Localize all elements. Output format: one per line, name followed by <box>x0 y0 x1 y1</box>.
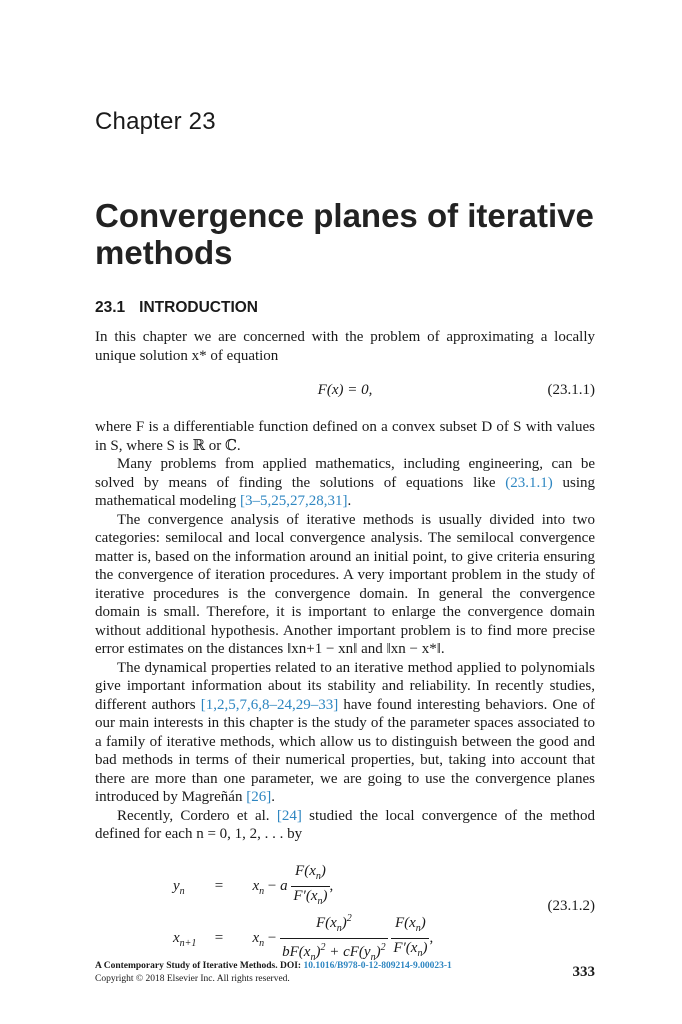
paragraph-6 <box>95 807 595 844</box>
doi-label: DOI: <box>279 961 302 971</box>
citation-link[interactable]: [3–5,25,27,28,31] <box>239 493 348 509</box>
paragraph-5 <box>95 659 595 807</box>
citation-link[interactable]: [26] <box>246 789 272 805</box>
paragraph-5-text-c: . <box>271 789 275 805</box>
section-title: INTRODUCTION <box>139 299 258 316</box>
body-text <box>95 418 595 844</box>
citation-link[interactable]: [24] <box>276 807 302 824</box>
citation-link[interactable]: [1,2,5,7,6,8–24,29–33] <box>200 696 339 713</box>
footer-citation <box>95 961 452 971</box>
paragraph-5-text-a: The dynamical properties related to an iterative method applied to polynomials give important information about its stability and reliability. In recently studies, different authors <box>95 659 595 713</box>
book-label: A Contemporary Study of Iterative Methods. <box>95 961 278 971</box>
paragraph-6-text-b: studied the local convergence of the method defined for each n = 0, 1, 2, . . . by <box>95 807 596 842</box>
doi-link[interactable]: 10.1016/B978-0-12-809214-9.00023-1 <box>303 961 452 971</box>
intro-paragraph <box>95 328 595 365</box>
paragraph-5-text-b: have found interesting behaviors. One of our main interests in this chapter is the study of the parameter spaces associated to a family of iterative methods, which allow us to distinguish between the good and bad methods in terms of their numerical properties, but, taking into account that there are more than one parameter, we are going to use the convergence planes introduced by Magreñán <box>95 696 596 805</box>
copyright-line: Copyright © 2018 Elsevier Inc. All rights reserved. <box>95 974 290 984</box>
chapter-title: Convergence planes of iterative methods <box>95 197 594 271</box>
page-number: 333 <box>572 964 595 980</box>
equation-ref-link[interactable]: (23.1.1) <box>505 474 553 491</box>
section-heading <box>95 299 258 317</box>
equation-body: F(x) = 0, <box>317 382 373 398</box>
equation-number: (23.1.1) <box>547 382 595 398</box>
equation-line-yn: $y_n = x_n - a$ $\frac{F(x_n)}{F'(x_n)}$ , <box>173 863 334 907</box>
paragraph-1: In this chapter we are concerned with the problem of approximating a locally unique solution x* of equation <box>95 329 595 364</box>
equation-line-xn1: $x_{n+1} = x_n$ − $\frac{F(x_n)^2}{bF(x_n)^2 + cF(y_n)^2}$ $\frac{F(x_n)}{F'(x_n)}$ , <box>173 910 433 967</box>
chapter-label: Chapter 23 <box>95 108 216 135</box>
paragraph-4: The convergence analysis of iterative methods is usually divided into two categories: semilocal and local convergence analysis. The semilocal convergence matter is, based on the information around an initial point, to give criteria ensuring the convergence of iteration procedures. A very important problem in the study of iterative procedures is the convergence domain. In general the convergence domain is small. Therefore, it is important to enlarge the convergence domain without additional hypothesis. Another important problem is to find more precise error estimates on the distances ‖xn+1 − xn‖ and ‖xn − x*‖. <box>95 511 595 657</box>
paragraph-2: where F is a differentiable function defined on a convex subset D of S with values in S, where S is ℝ or ℂ. <box>95 419 595 454</box>
paragraph-6-text-a: Recently, Cordero et al. <box>117 807 270 824</box>
equation-number: (23.1.2) <box>547 898 595 914</box>
section-number: 23.1 <box>95 299 126 316</box>
equation-23-1-2 <box>95 858 595 963</box>
paragraph-3 <box>95 455 595 511</box>
paragraph-3-text-b: using mathematical modeling <box>95 474 595 509</box>
paragraph-3-text-a: Many problems from applied mathematics, including engineering, can be solved by means of finding the solutions of equations like <box>95 456 595 491</box>
paragraph-3-text-c: . <box>347 493 352 509</box>
